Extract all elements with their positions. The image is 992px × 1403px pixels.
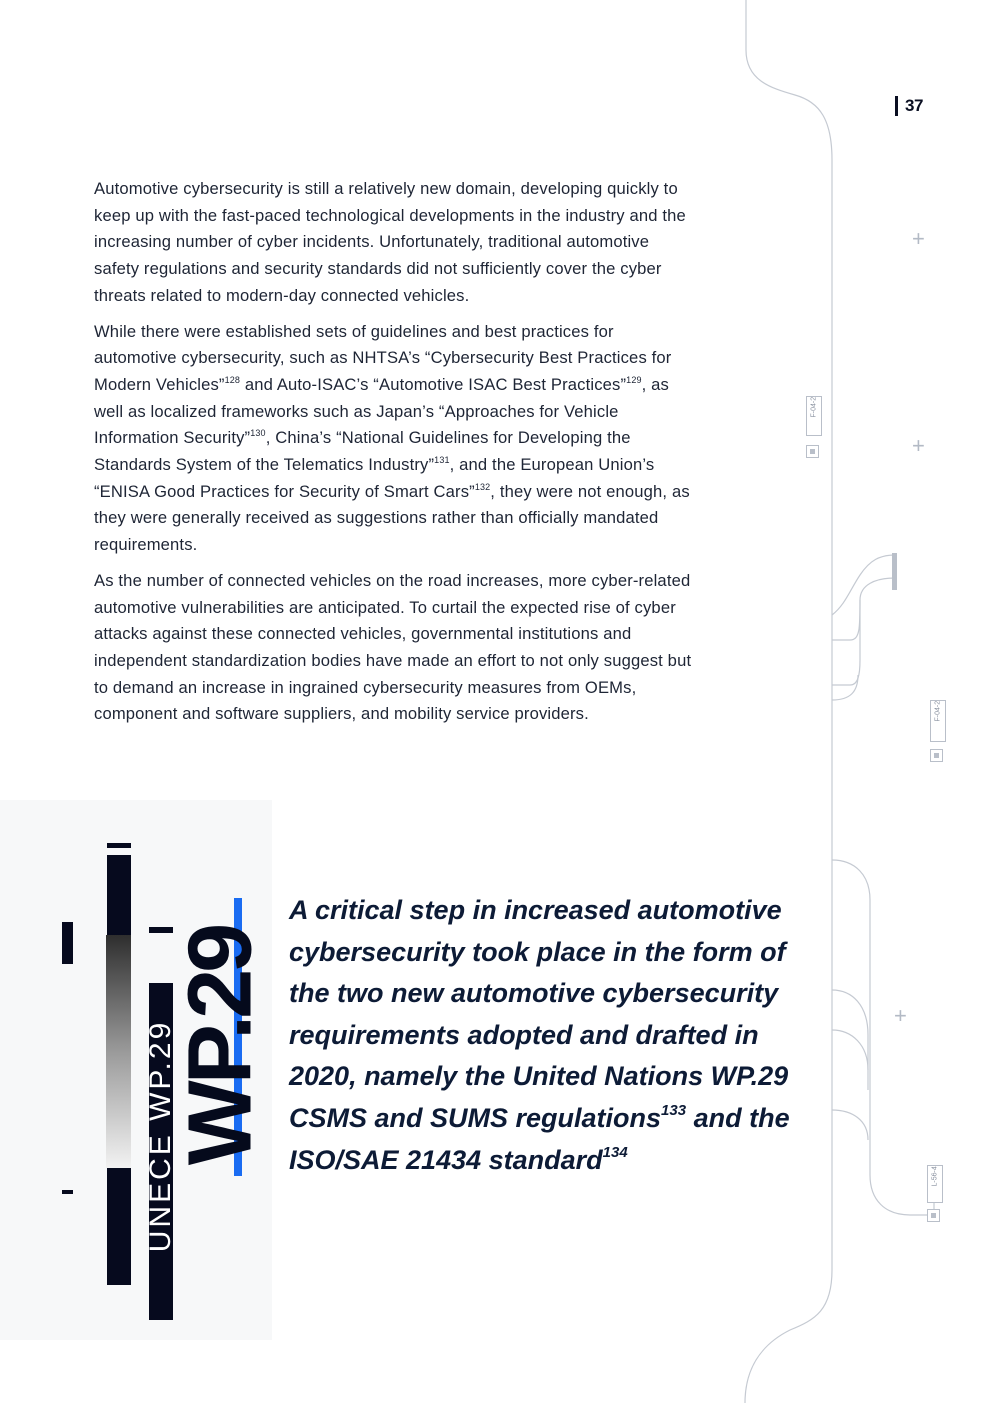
pull-quote: A critical step in increased automotive cybersecurity took place in the form of the two new automotive cybersecurity requirements adopted and drafted in 2020, namely the United Nations WP.29 CSMS and SUMS regulations$^{133}$ and the ISO/SAE 21434 standard$^{134}$	[289, 895, 790, 1175]
circuit-chip-label: F-04-2	[806, 396, 822, 436]
circuit-chip-label: F-04-2	[930, 700, 946, 742]
footnote-ref: 132	[474, 481, 491, 492]
paragraph: While there were established sets of guidelines and best practices for automotive cybersecurity, such as NHTSA’s “Cybersecurity Best Practices for Modern Vehicles”$^{128}$ and Auto-ISAC’s “Automotive ISAC Best Practices”$^{129}$, as well as localized frameworks such as Japan’s “Approaches for Vehicle Information Security”$^{130}$, China’s “National Guidelines for Developing the Standards System of the Telematics Industry”$^{131}$, and the European Union’s “ENISA Good Practices for Security of Smart Cars”$^{132}$, they were not enough, as they were generally received as suggestions rather than officially mandated requirements.	[94, 321, 690, 555]
paragraph: As the number of connected vehicles on the road increases, more cyber-related automotive vulnerabilities are anticipated. To curtail the expected rise of cyber attacks against these connected vehicles, governmental institutions and independent standardization bodies have made an effort to not only suggest but to demand an increase in ingrained cybersecurity measures from OEMs, component and software suppliers, and mobility service providers.	[94, 570, 692, 724]
paragraph: Automotive cybersecurity is still a relatively new domain, developing quickly to keep up with the fast-paced technological developments in the industry and the increasing number of cyber incidents. Unfortunately, traditional automotive safety regulations and security standards did not sufficiently cover the cyber threats related to modern-day connected vehicles.	[94, 179, 686, 305]
circuit-node-icon	[806, 445, 819, 458]
plus-icon: +	[912, 226, 925, 251]
plus-icon: +	[912, 433, 925, 458]
unece-label: UNECE WP.29	[144, 1019, 177, 1253]
footnote-ref: 131	[434, 455, 450, 466]
page-number: 37	[895, 96, 923, 116]
circuit-node-icon	[930, 749, 943, 762]
circuit-chip-label: L-56-4	[927, 1165, 943, 1203]
footnote-ref: 130	[250, 428, 266, 439]
plus-icon: +	[894, 1003, 907, 1028]
footnote-ref: 133	[661, 1101, 687, 1119]
circuit-node-icon	[927, 1209, 940, 1222]
footnote-ref: 129	[626, 374, 642, 385]
body-text	[94, 176, 694, 737]
footnote-ref: 128	[224, 374, 241, 385]
footnote-ref: 134	[602, 1143, 628, 1161]
wp29-label: WP.29	[170, 926, 271, 1166]
